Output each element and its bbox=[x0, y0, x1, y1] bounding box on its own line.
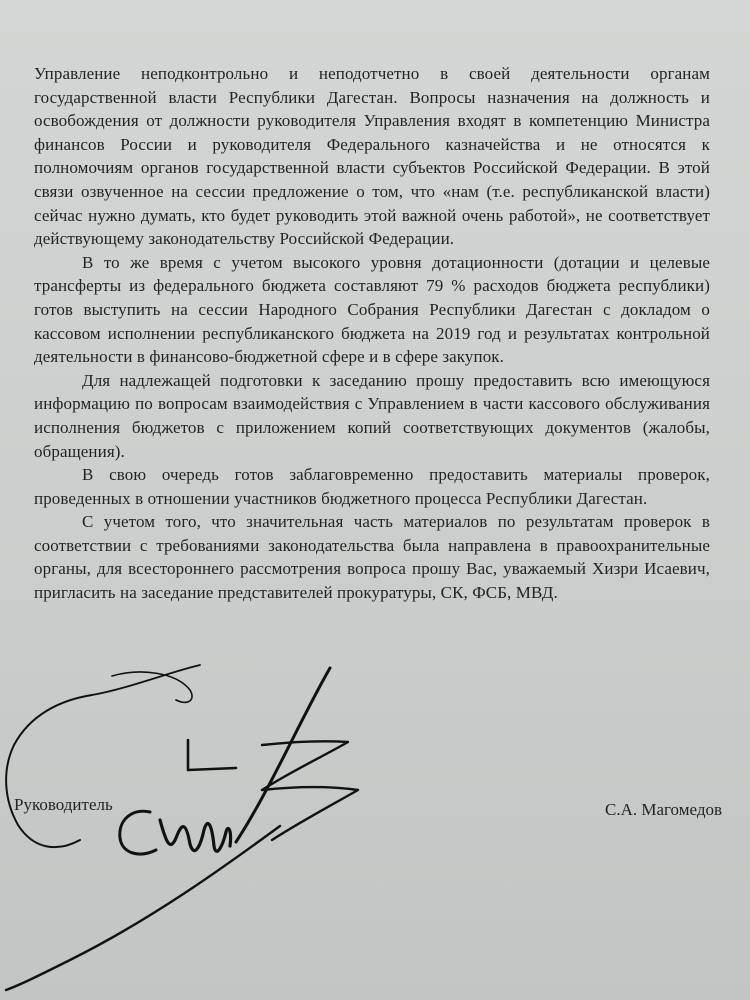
paragraph-5: С учетом того, что значительная часть материалов по результатам проверок в соответствии с требованиями законодательства была направлена в правоохранительные органы, для всестороннего рассмотрения вопроса прошу Вас, уважаемый Хизри Исаевич, пригласить на заседание представителей прокуратуры, СК, ФСБ, МВД. bbox=[34, 512, 710, 603]
paragraph-1: Управление неподконтрольно и неподотчетно в своей деятельности органам государственной власти Республики Дагестан. Вопросы назначения на должность и освобождения от должности руководителя Управления входят в компетенцию Министра финансов России и руководителя Федерального казначейства и не относятся к полномочиям органов государственной власти субъектов Российской Федерации. В этой связи озвученное на сессии предложение о том, что «нам (т.е. республиканской власти) сейчас нужно думать, кто будет руководить этой важной очень работой», не соответствует действующему законодательству Российской Федерации. bbox=[34, 64, 710, 249]
signatory-position: Руководитель bbox=[14, 795, 113, 814]
paragraph-4: В свою очередь готов заблаговременно предоставить материалы проверок, проведенных в отношении участников бюджетного процесса Республики Дагестан. bbox=[34, 465, 710, 508]
paragraph-3: Для надлежащей подготовки к заседанию прошу предоставить всю имеющуюся информацию по вопросам взаимодействия с Управлением в части кассового обслуживания исполнения бюджетов с приложением копий соответствующих документов (жалобы, обращения). bbox=[34, 370, 710, 461]
paragraph-2: В то же время с учетом высокого уровня дотационности (дотации и целевые трансферты из федерального бюджета составляют 79 % расходов бюджета республики) готов выступить на сессии Народного Собрания Республики Дагестан с докладом о кассовом исполнении республиканского бюджета на 2019 год и результатах контрольной деятельности в финансово-бюджетной сфере и в сфере закупок. bbox=[34, 252, 710, 367]
signatory-name: С.А. Магомедов bbox=[604, 800, 722, 819]
letter-body bbox=[34, 62, 710, 605]
